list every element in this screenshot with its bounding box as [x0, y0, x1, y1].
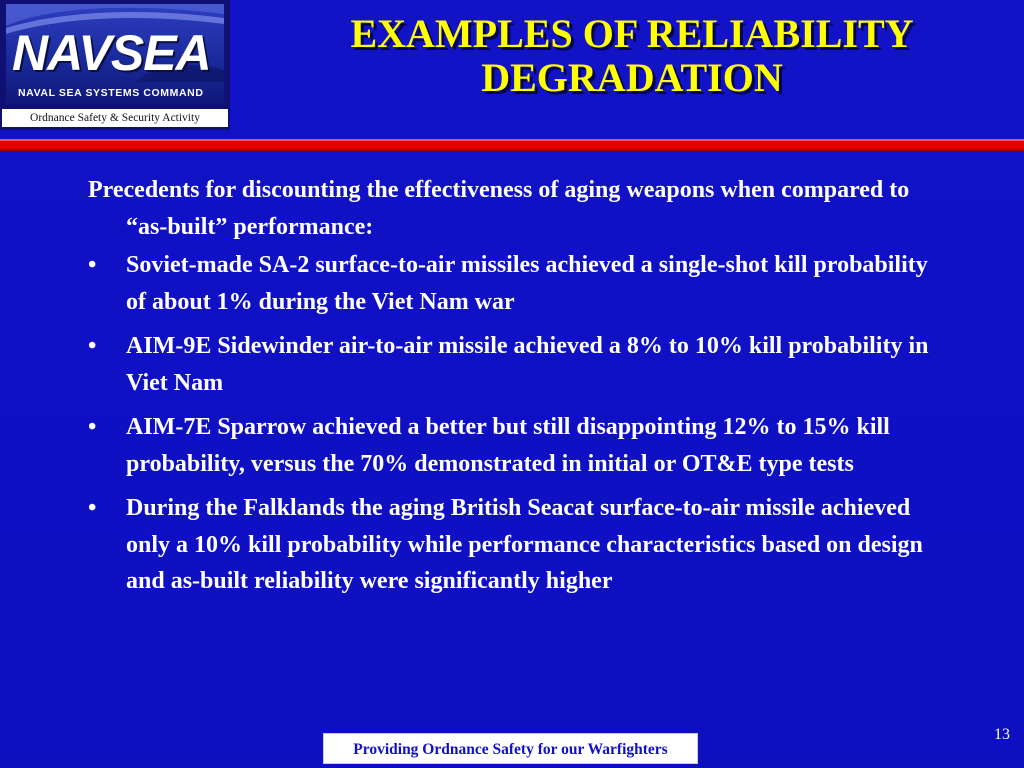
bullet-marker: •	[88, 252, 97, 278]
slide-title	[240, 12, 1024, 100]
bullet-list	[88, 247, 948, 600]
bullet-marker: •	[88, 414, 97, 440]
page-number: 13	[994, 726, 1010, 743]
navsea-logo	[0, 0, 230, 130]
bullet-item	[88, 247, 948, 320]
bullet-marker: •	[88, 495, 97, 521]
title-line-2: DEGRADATION	[481, 55, 783, 100]
bullet-text: AIM-9E Sidewinder air-to-air missile achieved a 8% to 10% kill probability in Viet Nam	[126, 333, 929, 396]
bullet-text: During the Falklands the aging British Seacat surface-to-air missile achieved only a 10% kill probability while performance characteristics based on design and as-built reliability were significantly higher	[126, 495, 923, 594]
bullet-text: Soviet-made SA-2 surface-to-air missiles achieved a single-shot kill probability of about 1% during the Viet Nam war	[126, 252, 928, 315]
bullet-marker: •	[88, 333, 97, 359]
title-line-1: EXAMPLES OF RELIABILITY	[350, 11, 914, 56]
bullet-text: AIM-7E Sparrow achieved a better but still disappointing 12% to 15% kill probability, versus the 70% demonstrated in initial or OT&E type tests	[126, 414, 890, 477]
bullet-item	[88, 328, 948, 401]
logo-caption: Ordnance Safety & Security Activity	[2, 109, 228, 127]
logo-wordmark: NAVSEA	[12, 25, 211, 81]
footer-tagline: Providing Ordnance Safety for our Warfighters	[323, 733, 698, 764]
bullet-item	[88, 490, 948, 600]
logo-subtitle: NAVAL SEA SYSTEMS COMMAND	[18, 87, 204, 99]
logo-emblem	[6, 4, 224, 104]
bullet-item	[88, 409, 948, 482]
intro-paragraph: Precedents for discounting the effectiveness of aging weapons when compared to “as-built” performance:	[88, 177, 910, 240]
slide-body	[88, 172, 948, 608]
title-divider	[0, 139, 1024, 151]
